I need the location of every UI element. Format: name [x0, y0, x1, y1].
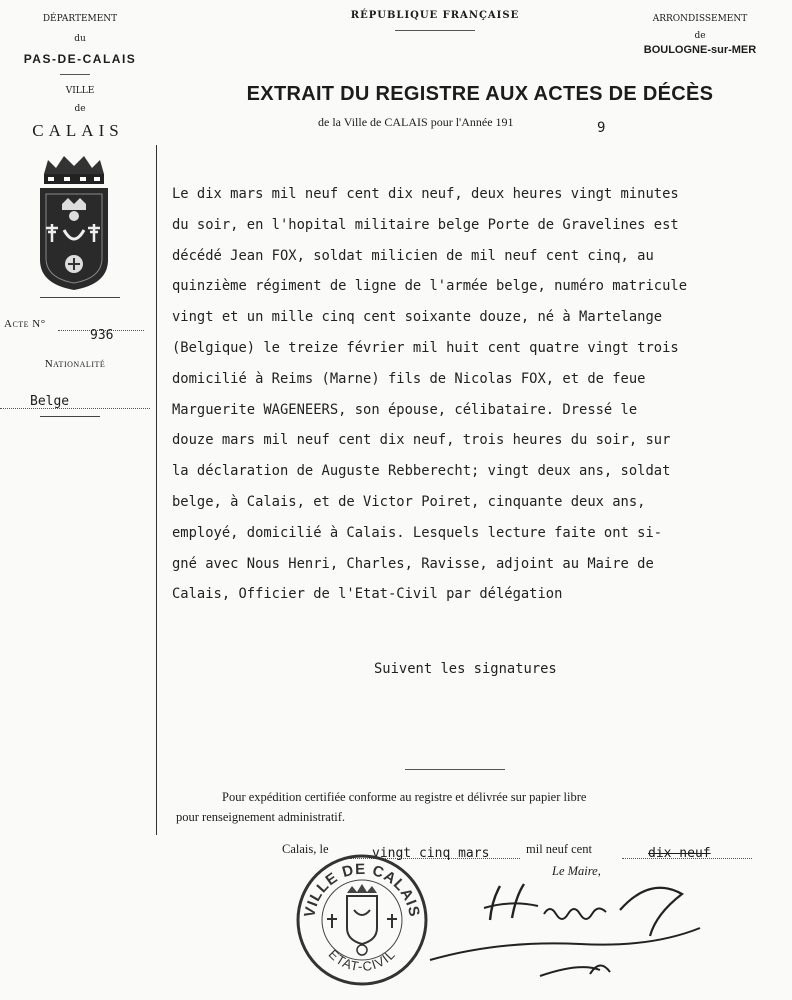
ornament-rule: [40, 416, 100, 417]
body-line: Calais, Officier de l'Etat-Civil par délégation: [172, 586, 563, 603]
body-line: employé, domicilié à Calais. Lesquels lecture faite ont si-: [172, 524, 663, 541]
stamp-top-text: VILLE DE CALAIS: [301, 860, 423, 919]
nationalite-underline: [0, 408, 150, 409]
body-line: Marguerite WAGENEERS, son épouse, célibataire. Dressé le: [172, 401, 638, 418]
arrondissement-label: ARRONDISSEMENT: [652, 14, 748, 24]
body-line: du soir, en l'hopital militaire belge Porte de Gravelines est: [172, 216, 679, 233]
stamp-bottom-text: ETAT-CIVIL: [325, 946, 399, 975]
official-stamp: [292, 848, 432, 988]
body-line: quinzième régiment de ligne de l'armée belge, numéro matricule: [172, 278, 687, 295]
republique-label: RÉPUBLIQUE FRANÇAISE: [350, 10, 520, 21]
de-label: de: [74, 104, 86, 114]
body-line: gné avec Nous Henri, Charles, Ravisse, adjoint au Maire de: [172, 555, 654, 572]
nationalite-value: Belge: [30, 394, 70, 409]
du-label: du: [74, 34, 86, 44]
body-line: (Belgique) le treize février mil huit cent quatre vingt trois: [172, 339, 679, 356]
body-line: Le dix mars mil neuf cent dix neuf, deux heures vingt minutes: [172, 186, 679, 202]
document-title: EXTRAIT DU REGISTRE AUX ACTES DE DÉCÈS: [246, 83, 714, 105]
ville-name: CALAIS: [32, 121, 124, 140]
mayor-signature-icon: [420, 870, 720, 990]
body-line: décédé Jean FOX, soldat milicien de mil neuf cent cinq, au: [172, 247, 654, 264]
svg-text:ETAT-CIVIL: [326, 946, 399, 974]
margin-line: [156, 145, 157, 835]
body-line: domicilié à Reims (Marne) fils de Nicolas FOX, et de feue: [172, 370, 646, 387]
body-line: belge, à Calais, et de Victor Poiret, cinquante deux ans,: [172, 493, 646, 510]
ornament-rule: [405, 769, 505, 770]
body-line: douze mars mil neuf cent dix neuf, trois heures du soir, sur: [172, 432, 671, 449]
coat-of-arms-icon: [34, 152, 114, 292]
certification-line-2: pour renseignement administratif.: [176, 810, 346, 824]
date-prefix: Calais, le: [282, 842, 329, 856]
ornament-rule: [40, 297, 120, 298]
ornament-rule: [395, 30, 475, 31]
date-typed: vingt cinq mars: [372, 846, 490, 861]
departement-label: DÉPARTEMENT: [42, 14, 118, 24]
acte-label: Acte N°: [4, 318, 46, 330]
year-typed: dix neuf: [648, 846, 711, 861]
nationalite-label: Nationalité: [44, 358, 106, 370]
date-middle: mil neuf cent: [526, 842, 592, 856]
acte-number: 936: [90, 328, 114, 343]
divider: [60, 74, 90, 75]
title-year-digit: 9: [597, 120, 606, 136]
body-text: [172, 186, 687, 617]
ville-label: VILLE: [65, 86, 95, 96]
arrondissement-name: BOULOGNE-sur-MER: [643, 44, 757, 56]
certification-line-1: Pour expédition certifiée conforme au registre et délivrée sur papier libre: [222, 790, 587, 804]
body-line: la déclaration de Auguste Rebberecht; vingt deux ans, soldat: [172, 463, 671, 480]
de-label: de: [694, 31, 706, 41]
body-line: vingt et un mille cinq cent soixante douze, né à Martelange: [172, 309, 663, 326]
le-maire-label: Le Maire,: [552, 864, 601, 878]
title-sub: de la Ville de CALAIS pour l'Année 191: [318, 115, 514, 129]
signatures-line: Suivent les signatures: [374, 661, 557, 677]
departement-name: PAS-DE-CALAIS: [23, 52, 137, 66]
